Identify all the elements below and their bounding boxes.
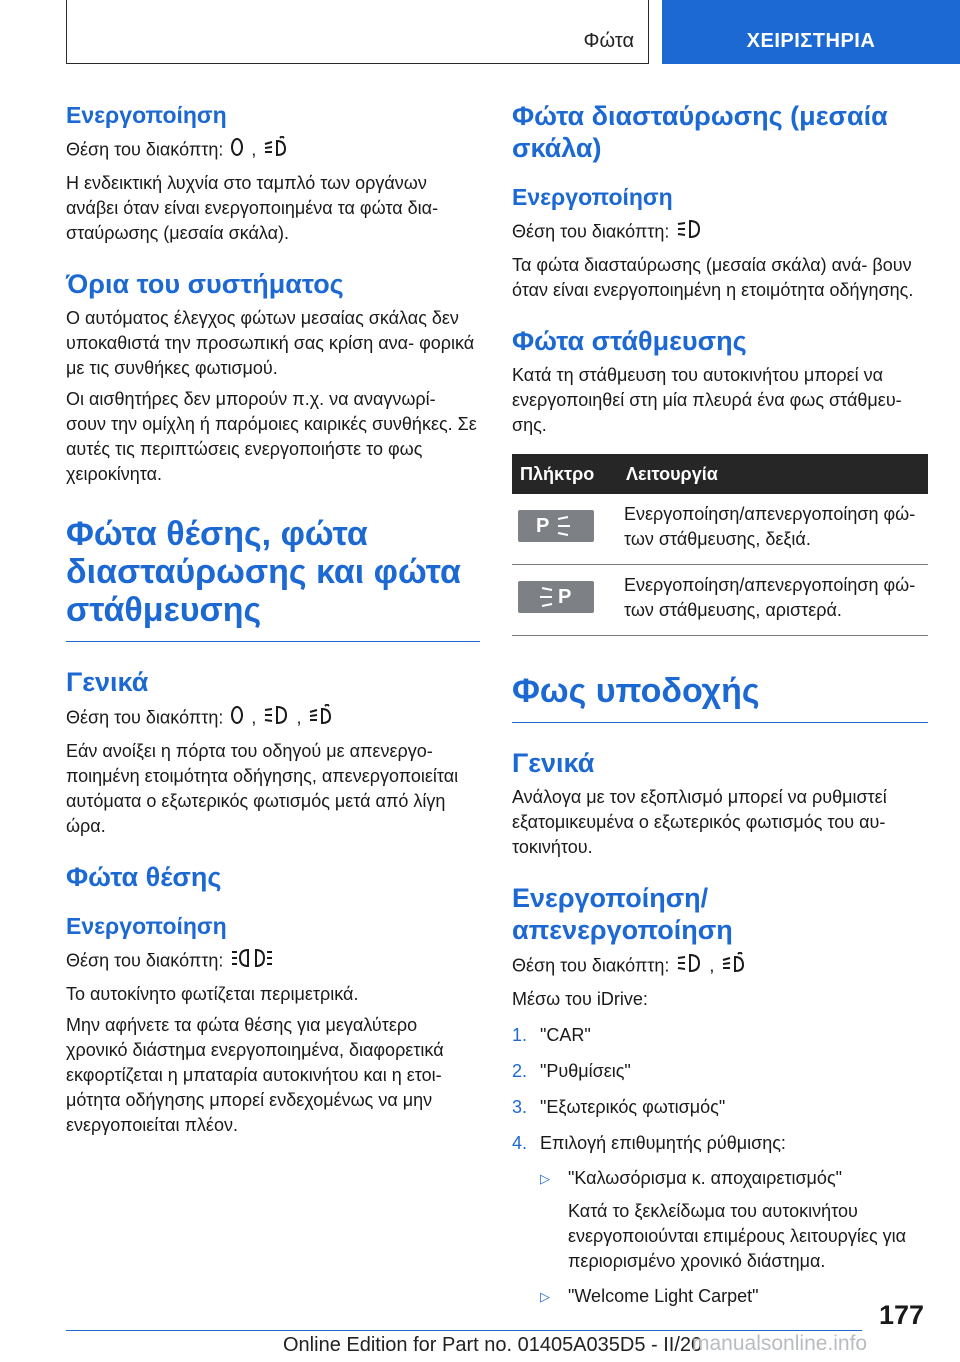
table-header-row <box>512 454 928 494</box>
indicator-text: Η ενδεικτική λυχνία στο ταμπλό των οργάνων ανάβει όταν είναι ενεργοποιημένα τα φώτα δια- σταύρωσης (μεσαία σκάλα). <box>66 173 439 243</box>
heading-activation-2: Ενεργοποίηση <box>66 913 227 939</box>
switch-position-label: Θέση του διακόπτη: <box>512 221 670 242</box>
switch-position-line-3 <box>66 947 480 976</box>
step-text: "Ρυθμίσεις" <box>540 1061 631 1081</box>
list-item <box>512 1284 928 1309</box>
switch-position-line-low-beam <box>512 218 928 247</box>
parking-left-icon <box>538 587 554 607</box>
comma: , <box>709 955 715 976</box>
auto-low-beam-icon <box>308 704 334 733</box>
low-beam-icon <box>263 704 289 733</box>
watermark: manualsonline.info <box>692 1332 868 1355</box>
step-number: 1. <box>512 1025 528 1045</box>
switch-position-label: Θέση του διακόπτη: <box>512 955 670 976</box>
heading-general: Γενικά <box>66 667 149 697</box>
comma: , <box>251 139 257 160</box>
triangle-bullet-icon: ▷ <box>540 1171 550 1186</box>
table-row <box>512 565 928 636</box>
auto-low-beam-icon <box>263 136 289 165</box>
option-text: "Welcome Light Carpet" <box>568 1286 759 1306</box>
low-beam-icon <box>676 952 702 981</box>
step-text: Επιλογή επιθυμητής ρύθμισης: <box>540 1133 786 1153</box>
page-number: 177 <box>878 1300 924 1330</box>
table-row <box>512 494 928 565</box>
limits-paragraph-2: Οι αισθητήρες δεν μπορούν π.χ. να αναγνωρί- σουν την ομίχλη ή παρόμοιες καιρικές συνθήκες. Σε αυτές τις περιπτώσεις ενεργοποιήστε το φως χειροκίνητα. <box>66 389 477 484</box>
header-chapter-label: ΧΕΙΡΙΣΤΗΡΙΑ <box>746 30 876 52</box>
list-item <box>512 1131 928 1156</box>
left-column <box>66 100 480 1138</box>
heading-general-welcome: Γενικά <box>512 748 595 778</box>
parking-right-icon <box>556 516 572 536</box>
heading-on-off: Ενεργοποίηση/απενεργοποίηση <box>512 883 733 945</box>
list-item <box>512 1095 928 1120</box>
comma: , <box>296 707 302 728</box>
footer-divider <box>66 1330 862 1331</box>
right-column <box>512 100 928 1309</box>
heading-parking-lights: Φώτα στάθμευσης <box>512 326 747 356</box>
heading-activation: Ενεργοποίηση <box>66 102 227 128</box>
list-item <box>512 1059 928 1084</box>
perimeter-text: Το αυτοκίνητο φωτίζεται περιμετρικά. <box>66 984 359 1004</box>
list-item <box>512 1023 928 1048</box>
heading-welcome-light: Φως υποδοχής <box>512 672 928 723</box>
steps-list <box>512 1023 928 1156</box>
step-number: 3. <box>512 1097 528 1117</box>
p-letter: P <box>536 515 550 537</box>
step-text: "CAR" <box>540 1025 591 1045</box>
option-description: Κατά το ξεκλείδωμα του αυτοκινήτου ενεργοποιούνται επιμέρους λειτουργίες για περιορισμένο χρονικό διάστημα. <box>568 1201 907 1271</box>
table-header-key: Πλήκτρο <box>512 454 618 494</box>
sub-options-list <box>512 1166 928 1191</box>
switch-position-label: Θέση του διακόπτη: <box>66 707 224 728</box>
switch-position-line-welcome <box>512 952 928 981</box>
heading-activation-low-beam: Ενεργοποίηση <box>512 184 673 210</box>
heading-main-lights: Φώτα θέσης, φώτα διασταύρωσης και φώτα στάθμευσης <box>66 515 480 642</box>
p-letter: P <box>558 586 572 608</box>
idrive-text: Μέσω του iDrive: <box>512 989 648 1009</box>
header-section-label: Φώτα <box>583 30 634 52</box>
auto-low-beam-icon <box>721 952 747 981</box>
sub-options-list <box>512 1284 928 1309</box>
table-header-function: Λειτουργία <box>618 454 928 494</box>
switch-position-line-2 <box>66 704 480 733</box>
position-lights-icon <box>230 947 274 976</box>
heading-low-beam: Φώτα διασταύρωσης (μεσαία σκάλα) <box>512 101 888 163</box>
door-text: Εάν ανοίξει η πόρτα του οδηγού με απενεργο- ποιημένη ετοιμότητα οδήγησης, απενεργοποιείται αυτόματα ο εξωτερικός φωτισμός μετά από λίγη ώρα. <box>66 741 459 836</box>
header-chapter-tab <box>662 0 960 64</box>
warning-text: Μην αφήνετε τα φώτα θέσης για μεγαλύτερο χρονικό διάστημα ενεργοποιημένα, διαφορετικά εκφορτίζεται η μπαταρία αυτοκινήτου και η ετοι- μότητα οδήγησης μπορεί ενδεχομένως να μην ενεργοποιείται πλέον. <box>66 1015 444 1135</box>
switch-position-line <box>66 136 480 165</box>
switch-auto-icon <box>230 704 244 733</box>
list-item <box>512 1166 928 1191</box>
low-beam-text: Τα φώτα διασταύρωσης (μεσαία σκάλα) ανά- βουν όταν είναι ενεργοποιημένη η ετοιμότητα οδήγησης. <box>512 255 914 300</box>
option-text: "Καλωσόρισμα κ. αποχαιρετισμός" <box>568 1168 843 1188</box>
comma: , <box>251 707 257 728</box>
heading-system-limits: Όρια του συστήματος <box>66 269 344 299</box>
heading-position-lights: Φώτα θέσης <box>66 862 222 892</box>
parking-lights-table <box>512 454 928 636</box>
triangle-bullet-icon: ▷ <box>540 1289 550 1304</box>
general-text: Ανάλογα με τον εξοπλισμό μπορεί να ρυθμιστεί εξατομικευμένα ο εξωτερικός φωτισμός του αυ- τοκινήτου. <box>512 787 887 857</box>
low-beam-icon <box>676 218 702 247</box>
parking-text: Κατά τη στάθμευση του αυτοκινήτου μπορεί να ενεργοποιηθεί στη μία πλευρά ένα φως στάθμευ- σης. <box>512 365 902 435</box>
step-text: "Εξωτερικός φωτισμός" <box>540 1097 726 1117</box>
limits-paragraph-1: Ο αυτόματος έλεγχος φώτων μεσαίας σκάλας δεν υποκαθιστά την προσωπική σας κρίση ανα- φορικά με τις συνθήκες φωτισμού. <box>66 308 475 378</box>
switch-auto-icon <box>230 136 244 165</box>
edition-text: Online Edition for Part no. 01405A035D5 - II/20 <box>283 1334 703 1356</box>
parking-left-button[interactable] <box>518 581 594 613</box>
parking-right-button[interactable] <box>518 510 594 542</box>
step-number: 4. <box>512 1133 528 1153</box>
table-cell-function: Ενεργοποίηση/απενεργοποίηση φώ- των στάθμευσης, αριστερά. <box>618 565 928 636</box>
step-number: 2. <box>512 1061 528 1081</box>
switch-position-label: Θέση του διακόπτη: <box>66 950 224 971</box>
header-section-tab <box>66 0 649 64</box>
table-cell-function: Ενεργοποίηση/απενεργοποίηση φώ- των στάθμευσης, δεξιά. <box>618 494 928 565</box>
switch-position-label: Θέση του διακόπτη: <box>66 139 224 160</box>
